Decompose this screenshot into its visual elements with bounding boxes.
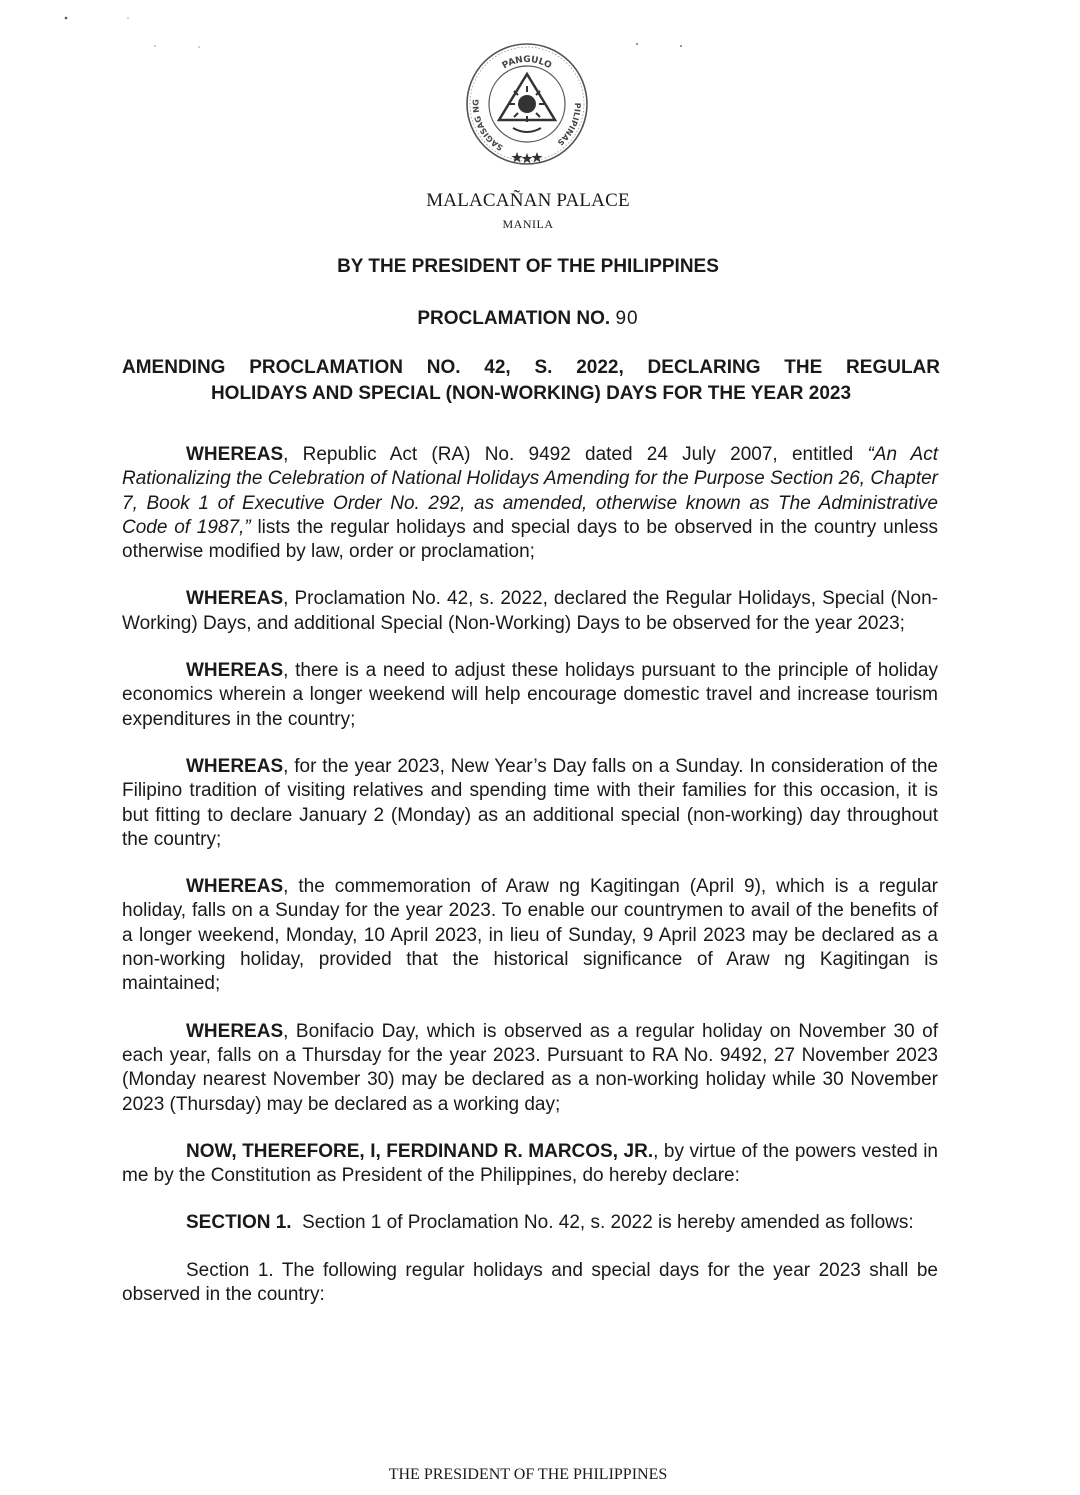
paragraph-lead: WHEREAS bbox=[186, 1020, 284, 1042]
amended-section-1-paragraph bbox=[122, 1259, 938, 1308]
now-therefore-paragraph bbox=[122, 1140, 938, 1189]
issuer-heading: BY THE PRESIDENT OF THE PHILIPPINES bbox=[337, 256, 719, 277]
paragraph-text: Section 1 of Proclamation No. 42, s. 2022 is hereby amended as follows: bbox=[291, 1212, 914, 1234]
title-line-2: HOLIDAYS AND SPECIAL (NON-WORKING) DAYS FOR THE YEAR 2023 bbox=[210, 383, 852, 404]
whereas-paragraph-6 bbox=[122, 1020, 938, 1117]
svg-text:SAGISAG NG bbox=[471, 99, 504, 152]
proclamation-label: PROCLAMATION NO. bbox=[417, 308, 611, 329]
title-line-1: AMENDING PROCLAMATION NO. 42, S. 2022, DECLARING THE REGULAR bbox=[122, 357, 940, 378]
presidential-seal bbox=[463, 40, 591, 168]
paragraph-lead: WHEREAS bbox=[186, 876, 284, 898]
whereas-paragraph-1 bbox=[122, 443, 938, 564]
paragraph-text: , Proclamation No. 42, s. 2022, declared the Regular Holidays, Special (Non-Working) Days, and additional Special (Non-Working) Days to be observed for the year 2023; bbox=[122, 588, 938, 634]
paragraph-lead: WHEREAS bbox=[186, 444, 284, 465]
whereas-paragraph-4 bbox=[122, 755, 938, 852]
paragraph-text: , there is a need to adjust these holidays pursuant to the principle of holiday economics wherein a longer weekend will help encourage domestic travel and increase tourism expenditures in the country; bbox=[122, 660, 938, 730]
proclamation-number: 90 bbox=[615, 308, 639, 329]
proclamation-heading bbox=[0, 308, 1056, 330]
seal-text-left: SAGISAG NG bbox=[471, 99, 505, 153]
document-body bbox=[122, 443, 938, 1330]
act-title-citation: “An Act Rationalizing the Celebration of National Holidays Amending for the Purpose Section 26, Chapter 7, Book 1 of Executive Order No. 292, as amended, otherwise known as The Administrative Code of 1987,” bbox=[122, 444, 938, 538]
paragraph-text: , for the year 2023, New Year’s Day falls on a Sunday. In consideration of the Filipino tradition of visiting relatives and spending time with their families for this occasion, it is but fitting to declare January 2 (Monday) as an additional special (non-working) day throughout the country; bbox=[122, 755, 938, 850]
paragraph-text: , Republic Act (RA) No. 9492 dated 24 July 2007, entitled bbox=[283, 444, 868, 465]
paragraph-text: lists the regular holidays and special days to be observed in the country unless otherwise modified by law, order or proclamation; bbox=[122, 516, 938, 563]
paragraph-lead: NOW, THEREFORE, I, FERDINAND R. MARCOS, JR. bbox=[186, 1140, 654, 1162]
document-title bbox=[122, 355, 940, 407]
paragraph-lead: WHEREAS bbox=[186, 588, 284, 610]
paragraph-text: , Bonifacio Day, which is observed as a regular holiday on November 30 of each year, falls on a Thursday for the year 2023. Pursuant to RA No. 9492, 27 November 2023 (Monday nearest November 30) may be declared as a non-working holiday while 30 November 2023 (Thursday) may be declared as a working day; bbox=[122, 1020, 938, 1115]
seal-text-top: PANGULO bbox=[500, 54, 554, 72]
paragraph-text: , by virtue of the powers vested in me by the Constitution as President of the Philippines, do hereby declare: bbox=[122, 1140, 938, 1187]
paragraph-lead: WHEREAS bbox=[186, 755, 284, 777]
city-name: MANILA bbox=[502, 217, 554, 231]
paragraph-lead: SECTION 1. bbox=[186, 1212, 292, 1234]
seal-text-right: PILIPINAS bbox=[555, 102, 582, 148]
paragraph-lead: WHEREAS bbox=[186, 660, 284, 682]
whereas-paragraph-5 bbox=[122, 875, 938, 996]
svg-text:PANGULO bbox=[501, 55, 554, 71]
paragraph-text: Section 1. The following regular holidays and special days for the year 2023 shall be observed in the country: bbox=[122, 1259, 938, 1306]
whereas-paragraph-2 bbox=[122, 587, 938, 636]
palace-name: MALACAÑAN PALACE bbox=[426, 190, 630, 211]
whereas-paragraph-3 bbox=[122, 659, 938, 732]
paragraph-text: , the commemoration of Araw ng Kagitingan (April 9), which is a regular holiday, falls on a Sunday for the year 2023. To enable our countrymen to avail of the benefits of a longer weekend, Monday, 10 April 2023, in lieu of Sunday, 9 April 2023 may be declared as a non-working holiday, provided that the historical significance of Araw ng Kagitingan is maintained; bbox=[122, 876, 938, 995]
page-footer: THE PRESIDENT OF THE PHILIPPINES bbox=[388, 1466, 668, 1483]
section-1-paragraph bbox=[122, 1211, 938, 1235]
